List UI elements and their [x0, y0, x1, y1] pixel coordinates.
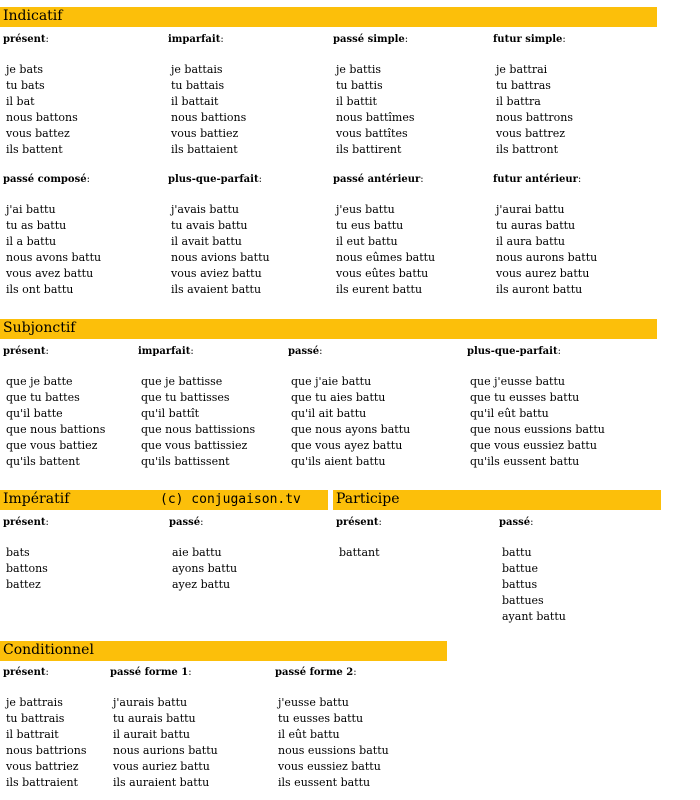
section-title-indicatif: Indicatif	[3, 8, 63, 24]
conjugation-form: ils battirent	[336, 143, 402, 156]
tense-column	[3, 667, 87, 789]
tense-column	[169, 517, 238, 591]
conjugation-form: nous battîmes	[336, 111, 415, 124]
tense-colon: :	[188, 667, 192, 678]
conjugation-form: j'avais battu	[171, 203, 239, 216]
tense-label	[493, 34, 566, 45]
conjugation-form: que tu eusses battu	[470, 391, 580, 404]
watermark-text: (c) conjugaison.tv	[160, 492, 301, 507]
conjugation-form: vous battez	[6, 127, 70, 140]
conjugation-form: il eut battu	[336, 235, 398, 248]
conjugation-form: tu eusses battu	[278, 712, 364, 725]
conjugation-form: vous battrez	[496, 127, 566, 140]
conjugation-list	[336, 62, 414, 158]
conjugation-form: j'eus battu	[336, 203, 395, 216]
tense-label	[3, 346, 49, 357]
tense-label	[3, 517, 49, 528]
section-title-imperatif: Impératif	[3, 491, 70, 507]
conjugation-form: que vous battiez	[6, 439, 98, 452]
conjugation-list	[171, 62, 246, 158]
conjugation-form: j'ai battu	[6, 203, 56, 216]
tense-column	[3, 517, 49, 591]
tense-colon: :	[45, 346, 49, 357]
conjugation-form: vous eussiez battu	[278, 760, 381, 773]
conjugation-list	[141, 374, 255, 470]
conjugation-form: qu'il battît	[141, 407, 200, 420]
conjugation-form: battez	[6, 578, 41, 591]
conjugation-form: j'aurai battu	[496, 203, 565, 216]
conjugation-form: je battrais	[6, 696, 63, 709]
conjugation-list	[6, 62, 78, 158]
conjugation-form: que nous battions	[6, 423, 106, 436]
tense-column	[168, 34, 247, 156]
conjugation-form: qu'il batte	[6, 407, 63, 420]
conjugation-form: battue	[502, 562, 539, 575]
conjugation-list	[470, 374, 605, 470]
tense-column	[493, 34, 573, 156]
conjugation-list	[339, 545, 380, 561]
conjugation-form: ils auraient battu	[113, 776, 210, 789]
tense-label	[333, 34, 408, 45]
conjugation-form: je battrai	[496, 63, 548, 76]
tense-label	[499, 517, 533, 528]
conjugation-form: que tu aies battu	[291, 391, 386, 404]
conjugation-form: il aurait battu	[113, 728, 190, 741]
tense-label	[168, 34, 224, 45]
conjugation-form: que nous ayons battu	[291, 423, 411, 436]
tense-label	[467, 346, 561, 357]
conjugation-form: ils eussent battu	[278, 776, 371, 789]
conjugation-form: nous eûmes battu	[336, 251, 436, 264]
conjugation-form: il a battu	[6, 235, 57, 248]
tense-label	[333, 174, 424, 185]
conjugation-form: battant	[339, 546, 380, 559]
tense-name: présent	[3, 34, 46, 45]
conjugation-form: qu'ils aient battu	[291, 455, 386, 468]
section-title-subjonctif: Subjonctif	[3, 320, 76, 336]
tense-column	[336, 517, 382, 559]
conjugation-list	[171, 202, 270, 298]
conjugation-form: battu	[502, 546, 532, 559]
tense-name: présent	[3, 346, 46, 357]
tense-colon: :	[258, 174, 262, 185]
tense-colon: :	[557, 346, 561, 357]
conjugation-form: il battit	[336, 95, 377, 108]
tense-column	[499, 517, 566, 623]
conjugation-form: nous battons	[6, 111, 78, 124]
tense-name: passé forme 2	[275, 667, 354, 678]
tense-column	[288, 346, 411, 468]
tense-name: passé	[499, 517, 531, 528]
tense-label	[493, 174, 581, 185]
conjugation-list	[336, 202, 435, 298]
tense-name: imparfait	[138, 346, 191, 357]
conjugation-form: que tu battes	[6, 391, 80, 404]
conjugation-form: ayez battu	[172, 578, 231, 591]
section-title-conditionnel: Conditionnel	[3, 642, 94, 658]
tense-column	[3, 174, 102, 296]
conjugation-list	[496, 202, 597, 298]
tense-column	[333, 174, 436, 296]
conjugation-form: que je batte	[6, 375, 73, 388]
tense-colon: :	[220, 34, 224, 45]
conjugation-form: qu'ils eussent battu	[470, 455, 580, 468]
conjugation-form: vous aurez battu	[496, 267, 590, 280]
conjugation-form: que nous battissions	[141, 423, 256, 436]
tense-name: passé composé	[3, 174, 87, 185]
conjugation-form: tu as battu	[6, 219, 67, 232]
conjugation-form: il eût battu	[278, 728, 340, 741]
conjugation-form: nous battrons	[496, 111, 573, 124]
tense-name: présent	[336, 517, 379, 528]
conjugation-form: que nous eussions battu	[470, 423, 605, 436]
tense-colon: :	[530, 517, 534, 528]
tense-colon: :	[378, 517, 382, 528]
conjugation-form: il aura battu	[496, 235, 566, 248]
section-header-participe	[333, 490, 661, 510]
tense-label	[169, 517, 203, 528]
tense-column	[493, 174, 598, 296]
conjugation-form: il bat	[6, 95, 35, 108]
conjugation-form: tu bats	[6, 79, 45, 92]
tense-label	[275, 667, 357, 678]
tense-label	[138, 346, 194, 357]
conjugation-form: nous avions battu	[171, 251, 270, 264]
tense-column	[138, 346, 256, 468]
conjugation-list	[278, 695, 389, 791]
section-header-conditionnel	[0, 641, 447, 661]
tense-name: passé forme 1	[110, 667, 189, 678]
conjugation-form: battus	[502, 578, 538, 591]
conjugation-form: il battra	[496, 95, 541, 108]
conjugation-form: qu'ils battissent	[141, 455, 230, 468]
tense-name: présent	[3, 517, 46, 528]
tense-name: imparfait	[168, 34, 221, 45]
tense-name: passé	[288, 346, 320, 357]
conjugation-form: vous battriez	[6, 760, 79, 773]
conjugation-form: tu battras	[496, 79, 551, 92]
conjugation-form: que tu battisses	[141, 391, 230, 404]
conjugation-list	[6, 374, 105, 470]
conjugation-form: qu'il ait battu	[291, 407, 367, 420]
tense-name: passé simple	[333, 34, 405, 45]
section-header-subjonctif	[0, 319, 657, 339]
tense-name: plus-que-parfait	[168, 174, 259, 185]
tense-name: passé	[169, 517, 201, 528]
conjugation-form: ils battront	[496, 143, 559, 156]
conjugation-form: nous battrions	[6, 744, 87, 757]
conjugation-form: vous battîtes	[336, 127, 408, 140]
tense-label	[288, 346, 322, 357]
conjugation-form: vous aviez battu	[171, 267, 262, 280]
conjugation-form: tu eus battu	[336, 219, 404, 232]
conjugation-form: que je battisse	[141, 375, 223, 388]
tense-column	[3, 346, 106, 468]
conjugation-form: que vous battissiez	[141, 439, 248, 452]
section-header-imperatif	[0, 490, 328, 510]
tense-colon: :	[86, 174, 90, 185]
tense-column	[275, 667, 389, 789]
tense-colon: :	[420, 174, 424, 185]
conjugation-form: ils avaient battu	[171, 283, 262, 296]
conjugation-form: ils eurent battu	[336, 283, 423, 296]
conjugation-form: ils battraient	[6, 776, 78, 789]
conjugation-form: vous battiez	[171, 127, 239, 140]
conjugation-form: ils ont battu	[6, 283, 74, 296]
tense-colon: :	[353, 667, 357, 678]
conjugation-form: vous auriez battu	[113, 760, 210, 773]
conjugation-form: ils battaient	[171, 143, 238, 156]
tense-colon: :	[200, 517, 204, 528]
conjugation-form: ils battent	[6, 143, 63, 156]
conjugation-form: nous avons battu	[6, 251, 102, 264]
tense-name: passé antérieur	[333, 174, 421, 185]
conjugation-form: tu avais battu	[171, 219, 248, 232]
conjugation-form: qu'ils battent	[6, 455, 80, 468]
conjugation-form: que vous ayez battu	[291, 439, 403, 452]
conjugation-form: tu battis	[336, 79, 383, 92]
tense-colon: :	[45, 667, 49, 678]
section-header-indicatif	[0, 7, 657, 27]
conjugation-form: il battrait	[6, 728, 59, 741]
tense-name: plus-que-parfait	[467, 346, 558, 357]
conjugation-form: que j'aie battu	[291, 375, 372, 388]
conjugation-form: ayant battu	[502, 610, 566, 623]
tense-column	[168, 174, 270, 296]
conjugation-form: nous aurions battu	[113, 744, 218, 757]
tense-label	[336, 517, 382, 528]
conjugation-form: battues	[502, 594, 544, 607]
conjugation-form: tu auras battu	[496, 219, 576, 232]
tense-colon: :	[45, 34, 49, 45]
conjugation-list	[6, 202, 101, 298]
tense-colon: :	[319, 346, 323, 357]
tense-name: futur simple	[493, 34, 563, 45]
tense-name: futur antérieur	[493, 174, 578, 185]
conjugation-form: tu battais	[171, 79, 225, 92]
conjugation-form: battons	[6, 562, 48, 575]
tense-label	[3, 34, 49, 45]
tense-name: présent	[3, 667, 46, 678]
conjugation-form: il avait battu	[171, 235, 242, 248]
conjugation-form: nous eussions battu	[278, 744, 389, 757]
conjugation-form: ils auront battu	[496, 283, 583, 296]
conjugation-list	[6, 695, 87, 791]
tense-label	[3, 174, 90, 185]
section-title-participe: Participe	[336, 491, 400, 507]
conjugation-list	[496, 62, 573, 158]
conjugation-form: je battais	[171, 63, 223, 76]
conjugation-form: que vous eussiez battu	[470, 439, 597, 452]
conjugation-form: que j'eusse battu	[470, 375, 565, 388]
tense-colon: :	[45, 517, 49, 528]
conjugation-form: vous eûtes battu	[336, 267, 429, 280]
tense-label	[3, 667, 49, 678]
conjugation-list	[502, 545, 566, 625]
tense-colon: :	[577, 174, 582, 185]
conjugation-form: je battis	[336, 63, 382, 76]
conjugation-form: il battait	[171, 95, 219, 108]
conjugation-form: j'eusse battu	[278, 696, 349, 709]
tense-column	[3, 34, 78, 156]
tense-column	[333, 34, 415, 156]
conjugation-list	[6, 545, 48, 593]
conjugation-form: nous battions	[171, 111, 247, 124]
conjugation-form: vous avez battu	[6, 267, 94, 280]
tense-colon: :	[404, 34, 409, 45]
tense-colon: :	[190, 346, 194, 357]
conjugation-form: nous aurons battu	[496, 251, 598, 264]
tense-column	[110, 667, 218, 789]
conjugation-form: aie battu	[172, 546, 222, 559]
conjugation-form: je bats	[6, 63, 44, 76]
conjugation-list	[172, 545, 237, 593]
conjugation-form: tu battrais	[6, 712, 65, 725]
tense-column	[467, 346, 605, 468]
conjugation-form: qu'il eût battu	[470, 407, 549, 420]
conjugation-form: ayons battu	[172, 562, 238, 575]
tense-label	[168, 174, 262, 185]
conjugation-form: j'aurais battu	[113, 696, 188, 709]
conjugation-list	[291, 374, 410, 470]
conjugation-form: tu aurais battu	[113, 712, 196, 725]
tense-label	[110, 667, 192, 678]
conjugation-form: bats	[6, 546, 30, 559]
conjugation-list	[113, 695, 218, 791]
tense-colon: :	[562, 34, 566, 45]
